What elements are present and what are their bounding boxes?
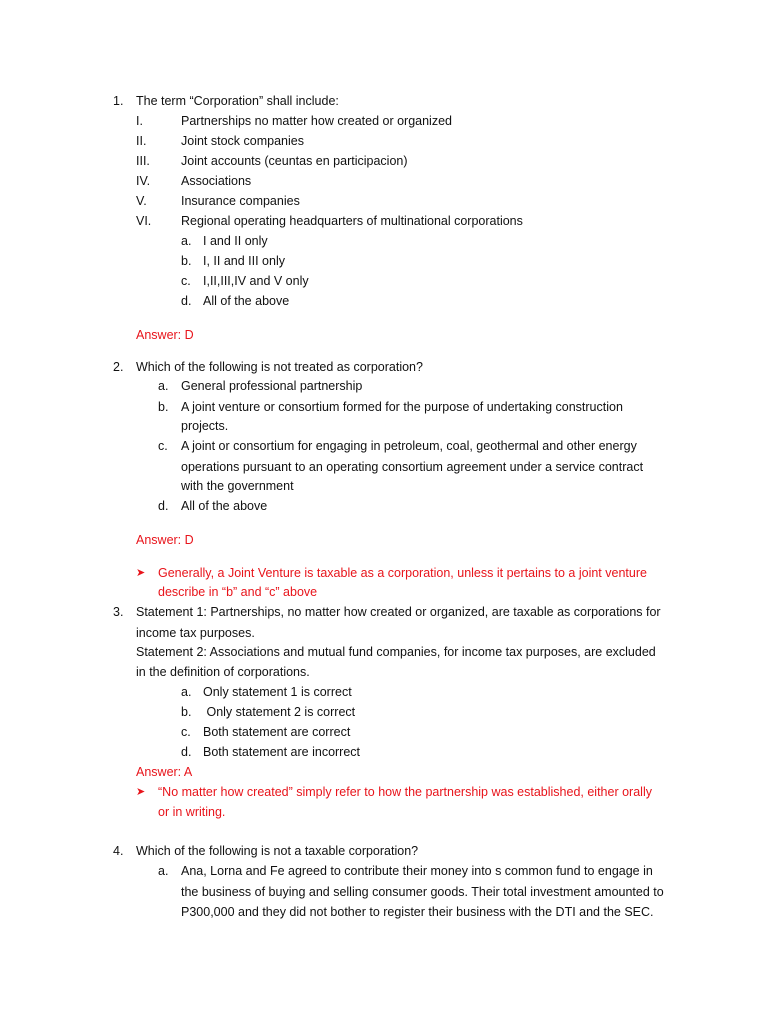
explanation-note: describe in “b” and “c” above bbox=[158, 585, 318, 599]
choice-text: projects. bbox=[181, 419, 229, 433]
question-text: Statement 1: Partnerships, no matter how created or organized, are taxable as corporations for bbox=[136, 605, 661, 619]
explanation-note: Generally, a Joint Venture is taxable as a corporation, unless it pertains to a joint venture bbox=[158, 566, 647, 580]
choice-text: Both statement are incorrect bbox=[203, 745, 361, 759]
roman-numeral: IV. bbox=[136, 174, 151, 188]
list-item: Insurance companies bbox=[181, 194, 300, 208]
choice-letter: a. bbox=[158, 864, 169, 878]
question-number: 1. bbox=[113, 94, 124, 108]
red-arrow-bullet-icon: ➤ bbox=[136, 786, 146, 798]
choice-letter: c. bbox=[181, 274, 191, 288]
choice-text: Only statement 1 is correct bbox=[203, 685, 352, 699]
choice-text: All of the above bbox=[181, 499, 268, 513]
question-number: 3. bbox=[113, 605, 124, 619]
question-text: Which of the following is not a taxable corporation? bbox=[136, 844, 419, 858]
choice-text: General professional partnership bbox=[181, 379, 363, 393]
answer-label: Answer: D bbox=[136, 328, 194, 342]
question-number: 2. bbox=[113, 360, 124, 374]
choice-letter: b. bbox=[181, 254, 192, 268]
list-item: Joint stock companies bbox=[181, 134, 304, 148]
choice-letter: d. bbox=[158, 499, 169, 513]
choice-letter: d. bbox=[181, 745, 192, 759]
choice-text: I, II and III only bbox=[203, 254, 285, 268]
choice-letter: c. bbox=[158, 439, 168, 453]
choice-text: Both statement are correct bbox=[203, 725, 351, 739]
choice-text: with the government bbox=[181, 479, 294, 493]
choice-text: All of the above bbox=[203, 294, 290, 308]
question-text: The term “Corporation” shall include: bbox=[136, 94, 339, 108]
choice-letter: a. bbox=[158, 379, 169, 393]
question-text: Which of the following is not treated as corporation? bbox=[136, 360, 423, 374]
answer-label: Answer: A bbox=[136, 765, 193, 779]
question-text: income tax purposes. bbox=[136, 626, 255, 640]
red-arrow-bullet-icon: ➤ bbox=[136, 567, 146, 579]
choice-text: Only statement 2 is correct bbox=[203, 705, 356, 719]
choice-text: I,II,III,IV and V only bbox=[203, 274, 309, 288]
choice-letter: b. bbox=[181, 705, 192, 719]
choice-text: I and II only bbox=[203, 234, 268, 248]
choice-text: P300,000 and they did not bother to register their business with the DTI and the SEC. bbox=[181, 905, 654, 919]
roman-numeral: III. bbox=[136, 154, 150, 168]
list-item: Partnerships no matter how created or organized bbox=[181, 114, 452, 128]
list-item: Associations bbox=[181, 174, 252, 188]
choice-text: operations pursuant to an operating consortium agreement under a service contract bbox=[181, 460, 644, 474]
choice-letter: a. bbox=[181, 685, 192, 699]
roman-numeral: V. bbox=[136, 194, 147, 208]
answer-label: Answer: D bbox=[136, 533, 194, 547]
list-item: Regional operating headquarters of multinational corporations bbox=[181, 214, 523, 228]
explanation-note: “No matter how created” simply refer to how the partnership was established, either orally bbox=[158, 785, 652, 799]
roman-numeral: II. bbox=[136, 134, 147, 148]
choice-text: A joint venture or consortium formed for the purpose of undertaking construction bbox=[181, 400, 623, 414]
choice-letter: d. bbox=[181, 294, 192, 308]
question-text: Statement 2: Associations and mutual fund companies, for income tax purposes, are excluded bbox=[136, 645, 656, 659]
explanation-note: or in writing. bbox=[158, 805, 226, 819]
roman-numeral: VI. bbox=[136, 214, 152, 228]
choice-letter: a. bbox=[181, 234, 192, 248]
choice-text: Ana, Lorna and Fe agreed to contribute their money into s common fund to engage in bbox=[181, 864, 653, 878]
choice-letter: b. bbox=[158, 400, 169, 414]
question-number: 4. bbox=[113, 844, 124, 858]
roman-numeral: I. bbox=[136, 114, 143, 128]
question-text: in the definition of corporations. bbox=[136, 665, 310, 679]
list-item: Joint accounts (ceuntas en participacion) bbox=[181, 154, 408, 168]
choice-text: the business of buying and selling consumer goods. Their total investment amounted to bbox=[181, 885, 664, 899]
choice-text: A joint or consortium for engaging in petroleum, coal, geothermal and other energy bbox=[181, 439, 637, 453]
choice-letter: c. bbox=[181, 725, 191, 739]
